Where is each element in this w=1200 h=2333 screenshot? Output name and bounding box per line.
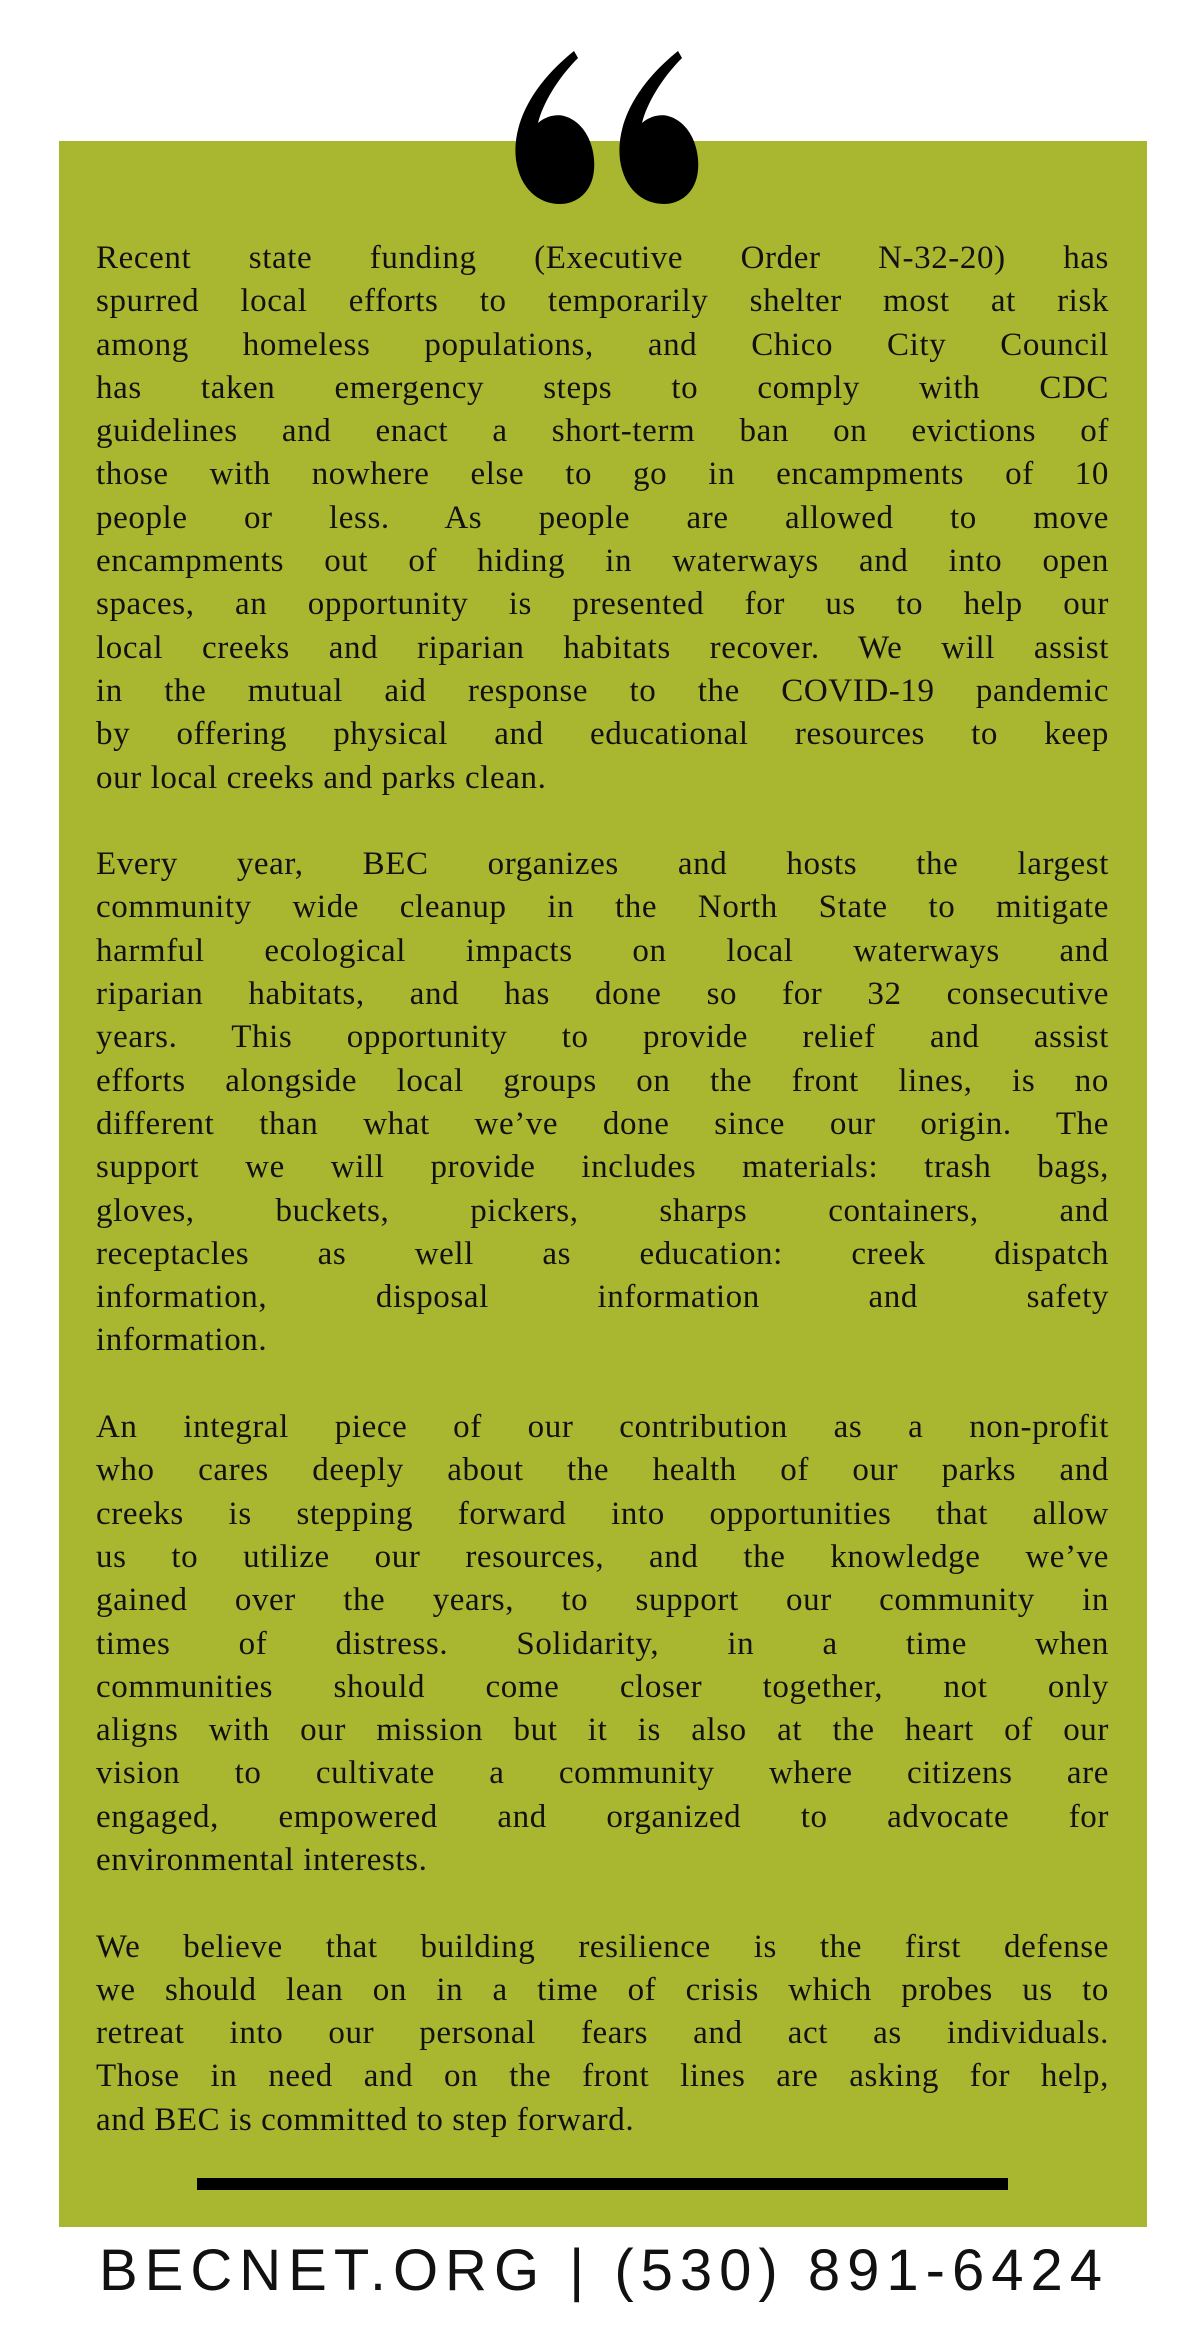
text-line: Every year, BEC organizes and hosts the largest bbox=[96, 846, 1109, 883]
text-line: local creeks and riparian habitats recover. We will assist bbox=[96, 629, 1109, 666]
text-line: spaces, an opportunity is presented for us to help our bbox=[96, 586, 1109, 623]
text-line: communities should come closer together, not only bbox=[96, 1668, 1109, 1705]
text-line: has taken emergency steps to comply with CDC bbox=[96, 369, 1109, 406]
text-line: spurred local efforts to temporarily shelter most at risk bbox=[96, 283, 1109, 320]
text-line: us to utilize our resources, and the knowledge we’ve bbox=[96, 1538, 1109, 1575]
text-line: riparian habitats, and has done so for 32 consecutive bbox=[96, 976, 1109, 1013]
text-line: our local creeks and parks clean. bbox=[96, 759, 547, 796]
divider-bar bbox=[197, 2178, 1008, 2190]
text-line: retreat into our personal fears and act as individuals. bbox=[96, 2015, 1109, 2052]
paragraph bbox=[96, 1926, 1109, 2142]
text-line: An integral piece of our contribution as a non-profit bbox=[96, 1409, 1109, 1446]
text-line: engaged, empowered and organized to advocate for bbox=[96, 1798, 1109, 1835]
text-line: information, disposal information and safety bbox=[96, 1279, 1109, 1316]
text-line: creeks is stepping forward into opportunities that allow bbox=[96, 1495, 1109, 1532]
text-line: times of distress. Solidarity, in a time when bbox=[96, 1625, 1109, 1662]
text-line: environmental interests. bbox=[96, 1841, 428, 1878]
text-line: and BEC is committed to step forward. bbox=[96, 2101, 635, 2138]
text-line: information. bbox=[96, 1322, 268, 1359]
quote-left-glyph bbox=[515, 51, 594, 204]
text-line: by offering physical and educational resources to keep bbox=[96, 716, 1109, 753]
text-line: aligns with our mission but it is also at the heart of our bbox=[96, 1712, 1109, 1749]
text-line: in the mutual aid response to the COVID-19 pandemic bbox=[96, 672, 1109, 709]
text-line: Recent state funding (Executive Order N-32-20) has bbox=[96, 240, 1109, 276]
text-line: encampments out of hiding in waterways and into open bbox=[96, 543, 1109, 580]
text-line: we should lean on in a time of crisis which probes us to bbox=[96, 1971, 1109, 2008]
text-line: who cares deeply about the health of our parks and bbox=[96, 1452, 1109, 1489]
text-line: gained over the years, to support our community in bbox=[96, 1582, 1109, 1619]
text-line: different than what we’ve done since our origin. The bbox=[96, 1105, 1109, 1142]
paragraph bbox=[96, 1406, 1109, 1882]
text-line: support we will provide includes materials: trash bags, bbox=[96, 1149, 1109, 1186]
text-line: efforts alongside local groups on the front lines, is no bbox=[96, 1062, 1109, 1099]
paragraph bbox=[96, 237, 1109, 800]
text-line: gloves, buckets, pickers, sharps containers, and bbox=[96, 1192, 1109, 1229]
text-line: We believe that building resilience is the first defense bbox=[96, 1928, 1109, 1965]
text-line: those with nowhere else to go in encampments of 10 bbox=[96, 456, 1109, 493]
text-line: among homeless populations, and Chico City Council bbox=[96, 326, 1109, 363]
body-text bbox=[96, 237, 1109, 2185]
text-line: guidelines and enact a short-term ban on evictions of bbox=[96, 413, 1109, 450]
quote-right-glyph bbox=[619, 51, 698, 204]
text-line: receptacles as well as education: creek dispatch bbox=[96, 1235, 1109, 1272]
text-line: vision to cultivate a community where citizens are bbox=[96, 1755, 1109, 1792]
text-line: years. This opportunity to provide relief and assist bbox=[96, 1019, 1109, 1056]
text-line: Those in need and on the front lines are asking for help, bbox=[96, 2058, 1109, 2095]
footer-contact: BECNET.ORG | (530) 891-6424 bbox=[99, 2238, 1109, 2303]
text-line: harmful ecological impacts on local waterways and bbox=[96, 932, 1109, 969]
text-line: community wide cleanup in the North State to mitigate bbox=[96, 889, 1109, 926]
text-line: people or less. As people are allowed to move bbox=[96, 499, 1109, 536]
open-quote-icon bbox=[498, 48, 710, 206]
paragraph bbox=[96, 843, 1109, 1363]
